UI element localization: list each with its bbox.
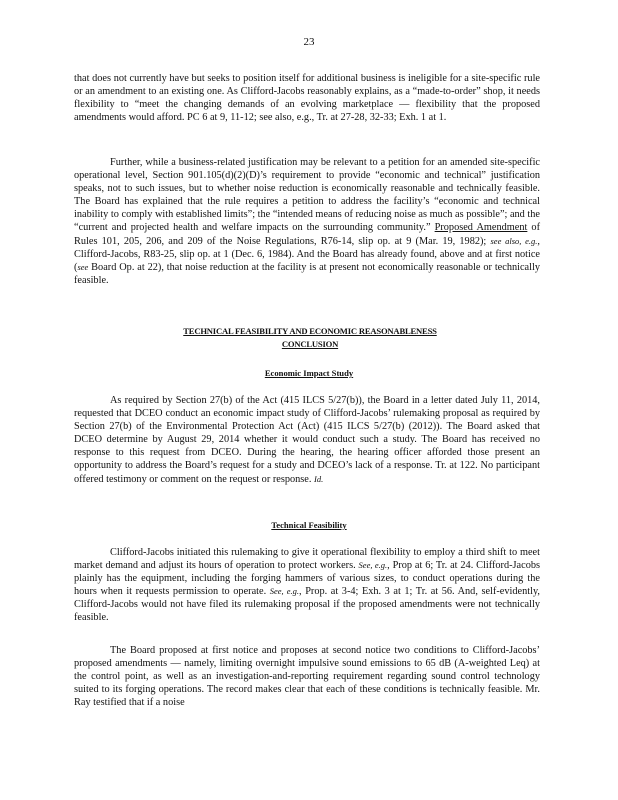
paragraph-2 [74, 156, 540, 287]
paragraph-2-part-c: , Clifford-Jacobs, R83-25, slip op. at 1 (Dec. 6, 1984). And the Board has already found, above and at first notice ( [74, 235, 540, 273]
case-citation-link: Proposed Amendment [434, 222, 528, 234]
see-eg-signal-1: See, e.g. [358, 560, 388, 571]
paragraph-2-text [74, 156, 540, 287]
paragraph-2-part-b: of Rules 101, 205, 206, and 209 of the Noise Regulations, R76-14, slip op. at 9 (Mar. 19, 1982); [74, 222, 541, 247]
paragraph-4 [74, 546, 540, 625]
section-heading-line-2: CONCLUSION [281, 339, 339, 349]
paragraph-3-text [74, 394, 540, 486]
paragraph-2-part-d: Board Op. at 22), that noise reduction at the facility is at present not economically reasonable or technically feasible. [74, 261, 540, 286]
paragraph-3 [74, 394, 540, 486]
subheading-economic-impact-study: Economic Impact Study [264, 368, 354, 378]
paragraph-4-part-c: , Prop. at 3-4; Exh. 3 at 1; Tr. at 56. And, self-evidently, Clifford-Jacobs would not have filed its rulemaking proposal if the proposed amendments were not technically feasible. [74, 586, 540, 624]
subheading-technical-feasibility: Technical Feasibility [271, 520, 347, 530]
id-signal: Id. [314, 473, 324, 484]
paragraph-4-part-a: Clifford-Jacobs initiated this rulemaking to give it operational flexibility to employ a third shift to meet market demand and adjust its hours of operation to protect workers. [74, 547, 540, 572]
paragraph-1 [74, 72, 540, 124]
section-heading-line-1: TECHNICAL FEASIBILITY AND ECONOMIC REASONABLENESS [183, 326, 437, 336]
paragraph-2-part-a: Further, while a business-related justification may be relevant to a petition for an amended site-specific operational level, Section 901.105(d)(2)(D)’s requirement to provide “economic and technical” justification speaks, not to such issues, but to whether noise reduction is economically reasonable and technically feasible. The Board has explained that the rule requires a petition to address the facility’s “economic and technical inability to comply with established limits”; the “intended means of reducing noise as much as possible”; and the “current and projected health and welfare impacts on the surrounding community.” [74, 157, 540, 234]
see-also-signal: see also, e.g. [490, 235, 538, 246]
paragraph-4-part-b: , Prop at 6; Tr. at 24. Clifford-Jacobs plainly has the equipment, including the forging hammers of various sizes, to conduct operations during the hours when it requests permission to operate. [74, 560, 540, 598]
paragraph-5 [74, 644, 540, 709]
paragraph-3-body: As required by Section 27(b) of the Act (415 ILCS 5/27(b)), the Board in a letter dated July 11, 2014, requested that DCEO conduct an economic impact study of Clifford-Jacobs’ rulemaking proposal as required by Section 27(b) of the Environmental Protection Act (Act) (415 ILCS 5/27(b) (2012)). The Board asked that DCEO determine by August 29, 2014 whether it would conduct such a study. The Board has received no response to this request from DCEO. During the hearing, the hearing officer afforded those present an opportunity to address the Board’s request for a study and DCEO’s lack of a response. Tr. at 122. No participant offered testimony or comment on the request or response. [74, 395, 540, 485]
page-number: 23 [303, 36, 315, 48]
paragraph-1-text: that does not currently have but seeks to position itself for additional business is ineligible for a site-specific rule or an amendment to an existing one. As Clifford-Jacobs reasonably explains, as a “made-to-order” shop, it needs flexibility to “meet the changing demands of an evolving marketplace — flexibility that the proposed amendments would afford. PC 6 at 9, 11-12; see also, e.g., Tr. at 27-28, 32-33; Exh. 1 at 1. [74, 73, 540, 124]
paragraph-5-text: The Board proposed at first notice and proposes at second notice two conditions to Clifford-Jacobs’ proposed amendments — namely, limiting overnight impulsive sound emissions to 65 dB (A-weighted Leq) at the control point, as well as an investigation-and-reporting requirement regarding sound control technology suited to its forging operations. The record makes clear that each of these conditions is technically feasible. Mr. Ray testified that if a noise [74, 645, 540, 709]
see-signal: see [77, 261, 89, 272]
section-heading [120, 325, 500, 351]
paragraph-4-text [74, 546, 540, 625]
see-eg-signal-2: See, e.g. [269, 586, 300, 597]
